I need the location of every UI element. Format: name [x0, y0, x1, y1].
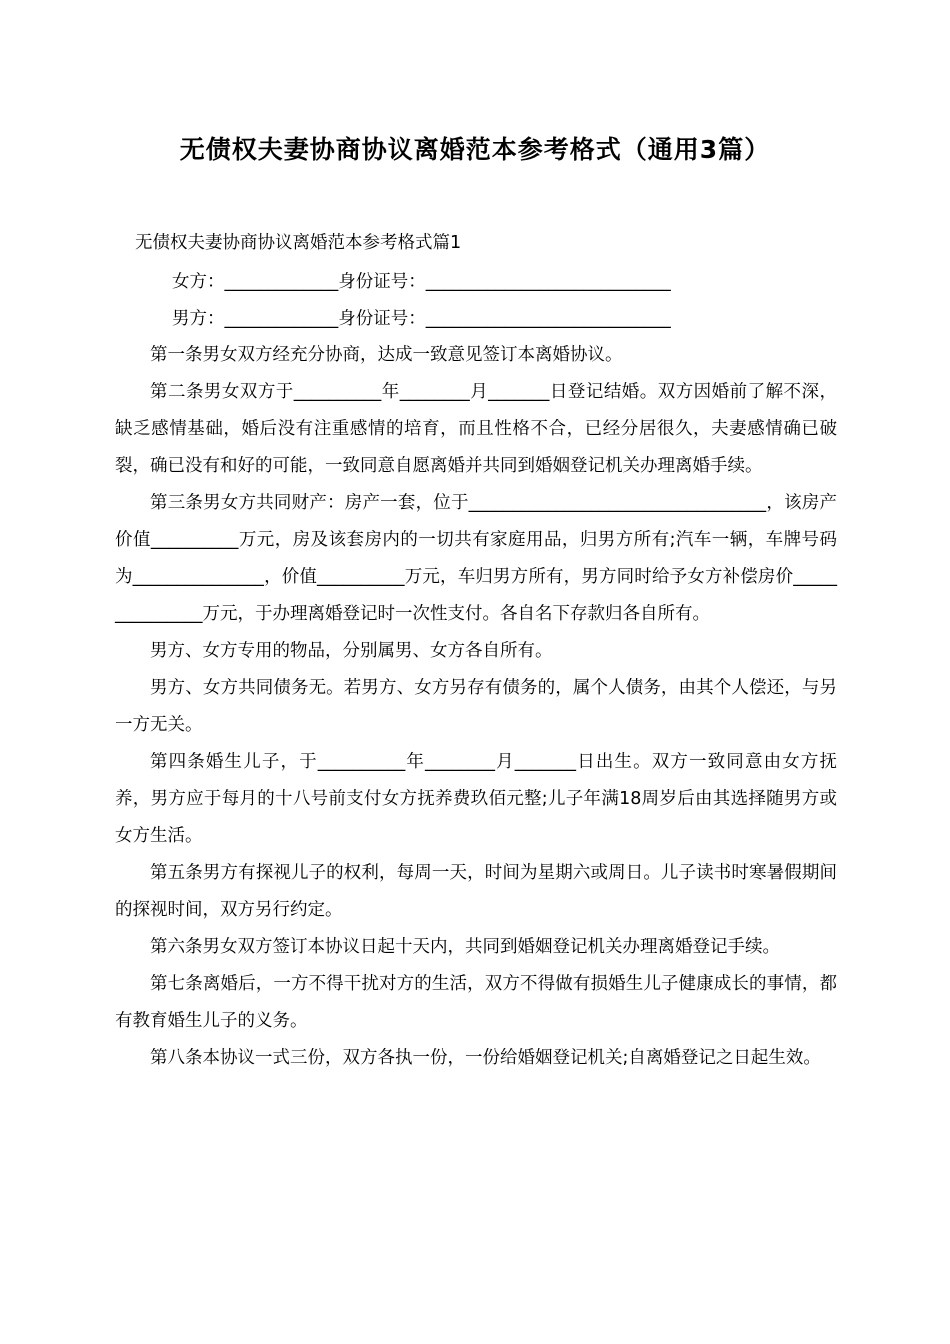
clause-7: 第七条离婚后，一方不得干扰对方的生活，双方不得做有损婚生儿子健康成长的事情，都有教育婚生儿子的义务。	[115, 974, 837, 1031]
personal-items-clause: 男方、女方专用的物品，分别属男、女方各自所有。	[150, 641, 553, 661]
clause-6: 第六条男女双方签订本协议日起十天内，共同到婚姻登记机关办理离婚登记手续。	[150, 937, 780, 957]
male-info-line: 男方：_____________身份证号：____________________________	[172, 309, 671, 329]
section-heading: 无债权夫妻协商协议离婚范本参考格式篇1	[135, 233, 462, 253]
clause-8: 第八条本协议一式三份，双方各执一份，一份给婚姻登记机关;自离婚登记之日起生效。	[150, 1048, 821, 1068]
agreement-body	[115, 337, 837, 1077]
clause-2: 第二条男女双方于__________年________月_______日登记结婚。双方因婚前了解不深，缺乏感情基础，婚后没有注重感情的培育，而且性格不合，已经分居很久，夫妻感情确已破裂，确已没有和好的可能，一致同意自愿离婚并共同到婚姻登记机关办理离婚手续。	[115, 382, 837, 476]
female-info-line: 女方：_____________身份证号：____________________________	[172, 272, 671, 292]
document-title: 无债权夫妻协商协议离婚范本参考格式（通用3篇）	[179, 135, 771, 164]
clause-5: 第五条男方有探视儿子的权利，每周一天，时间为星期六或周日。儿子读书时寒暑假期间的探视时间，双方另行约定。	[115, 863, 837, 920]
debt-clause: 男方、女方共同债务无。若男方、女方另存有债务的，属个人债务，由其个人偿还，与另一方无关。	[115, 678, 837, 735]
clause-3: 第三条男女方共同财产：房产一套，位于__________________________________，该房产价值__________万元，房及该套房内的一切共有家庭用品，归男方所有;汽车一辆，车牌号码为_______________，价值__________万元，车归男方所有，男方同时给予女方补偿房价_______________万元，于办理离婚登记时一次性支付。各自名下存款归各自所有。	[115, 493, 837, 624]
clause-1: 第一条男女双方经充分协商，达成一致意见签订本离婚协议。	[150, 345, 623, 365]
clause-4: 第四条婚生儿子，于__________年________月_______日出生。双方一致同意由女方抚养，男方应于每月的十八号前支付女方抚养费玖佰元整;儿子年满18周岁后由其选择随男方或女方生活。	[115, 752, 837, 846]
